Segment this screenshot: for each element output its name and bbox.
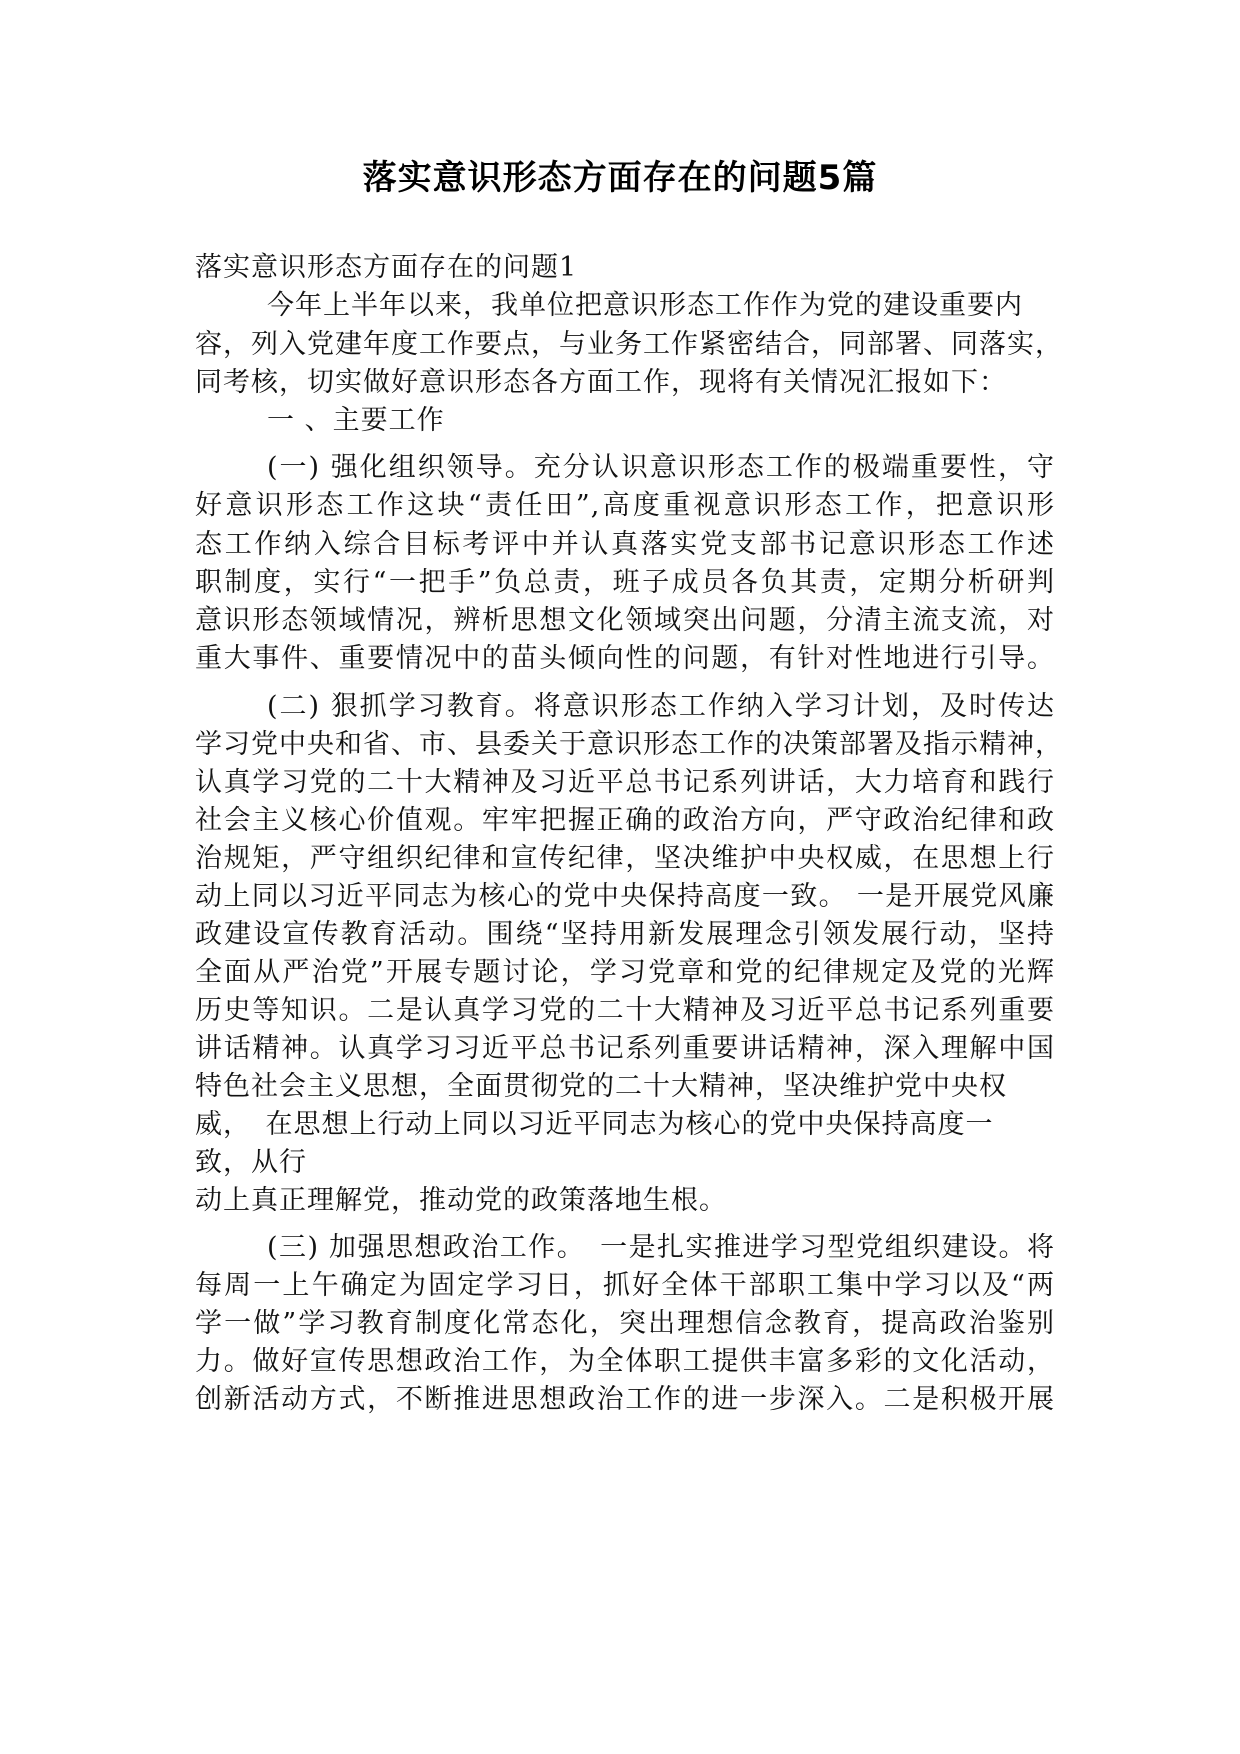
body-line: 致，从行 <box>195 1147 307 1178</box>
body-line: 态工作纳入综合目标考评中并认真落实党支部书记意识形态工作述 <box>195 529 1055 560</box>
body-line: 好意识形态工作这块“责任田”,高度重视意识形态工作，把意识形 <box>195 490 1055 521</box>
body-line: 历史等知识。二是认真学习党的二十大精神及习近平总书记系列重要 <box>195 995 1055 1026</box>
body-line: 今年上半年以来，我单位把意识形态工作作为党的建设重要内 <box>267 290 1023 321</box>
body-line: 威， 在思想上行动上同以习近平同志为核心的党中央保持高度一 <box>195 1109 994 1140</box>
body-line: 力。做好宣传思想政治工作，为全体职工提供丰富多彩的文化活动， <box>195 1346 1055 1377</box>
body-line: 讲话精神。认真学习习近平总书记系列重要讲话精神，深入理解中国 <box>195 1033 1055 1064</box>
body-line: 学习党中央和省、市、县委关于意识形态工作的决策部署及指示精神， <box>195 729 1063 760</box>
body-line: 动上同以习近平同志为核心的党中央保持高度一致。 一是开展党风廉 <box>195 881 1055 912</box>
body-line: 学一做”学习教育制度化常态化，突出理想信念教育，提高政治鉴别 <box>195 1308 1055 1339</box>
body-line: (二) 狠抓学习教育。将意识形态工作纳入学习计划，及时传达 <box>267 691 1055 722</box>
body-line: 全面从严治党”开展专题讨论，学习党章和党的纪律规定及党的光辉 <box>195 957 1055 988</box>
body-line: 同考核，切实做好意识形态各方面工作，现将有关情况汇报如下： <box>195 367 1007 398</box>
section-heading: 落实意识形态方面存在的问题1 <box>195 252 578 283</box>
body-line: 认真学习党的二十大精神及习近平总书记系列讲话，大力培育和践行 <box>195 767 1055 798</box>
body-line: (三) 加强思想政治工作。 一是扎实推进学习型党组织建设。将 <box>267 1232 1055 1263</box>
body-line: 社会主义核心价值观。牢牢把握正确的政治方向，严守政治纪律和政 <box>195 805 1055 836</box>
body-line: 一 、主要工作 <box>267 405 445 436</box>
body-line: 特色社会主义思想，全面贯彻党的二十大精神，坚决维护党中央权 <box>195 1071 1007 1102</box>
body-line: 容，列入党建年度工作要点，与业务工作紧密结合，同部署、同落实， <box>195 329 1063 360</box>
body-line: 政建设宣传教育活动。围绕“坚持用新发展理念引领发展行动，坚持 <box>195 919 1055 950</box>
body-line: 意识形态领域情况，辨析思想文化领域突出问题，分清主流支流，对 <box>195 605 1055 636</box>
body-line: 动上真正理解党，推动党的政策落地生根。 <box>195 1185 727 1216</box>
body-line: 职制度，实行“一把手”负总责，班子成员各负其责，定期分析研判 <box>195 567 1055 598</box>
body-line: 治规矩，严守组织纪律和宣传纪律，坚决维护中央权威，在思想上行 <box>195 843 1055 874</box>
body-line: (一) 强化组织领导。充分认识意识形态工作的极端重要性，守 <box>267 452 1055 483</box>
body-line: 每周一上午确定为固定学习日，抓好全体干部职工集中学习以及“两 <box>195 1270 1055 1301</box>
body-line: 创新活动方式，不断推进思想政治工作的进一步深入。二是积极开展 <box>195 1384 1055 1415</box>
document-title: 落实意识形态方面存在的问题5篇 <box>362 158 878 198</box>
body-line: 重大事件、重要情况中的苗头倾向性的问题，有针对性地进行引导。 <box>195 643 1055 674</box>
